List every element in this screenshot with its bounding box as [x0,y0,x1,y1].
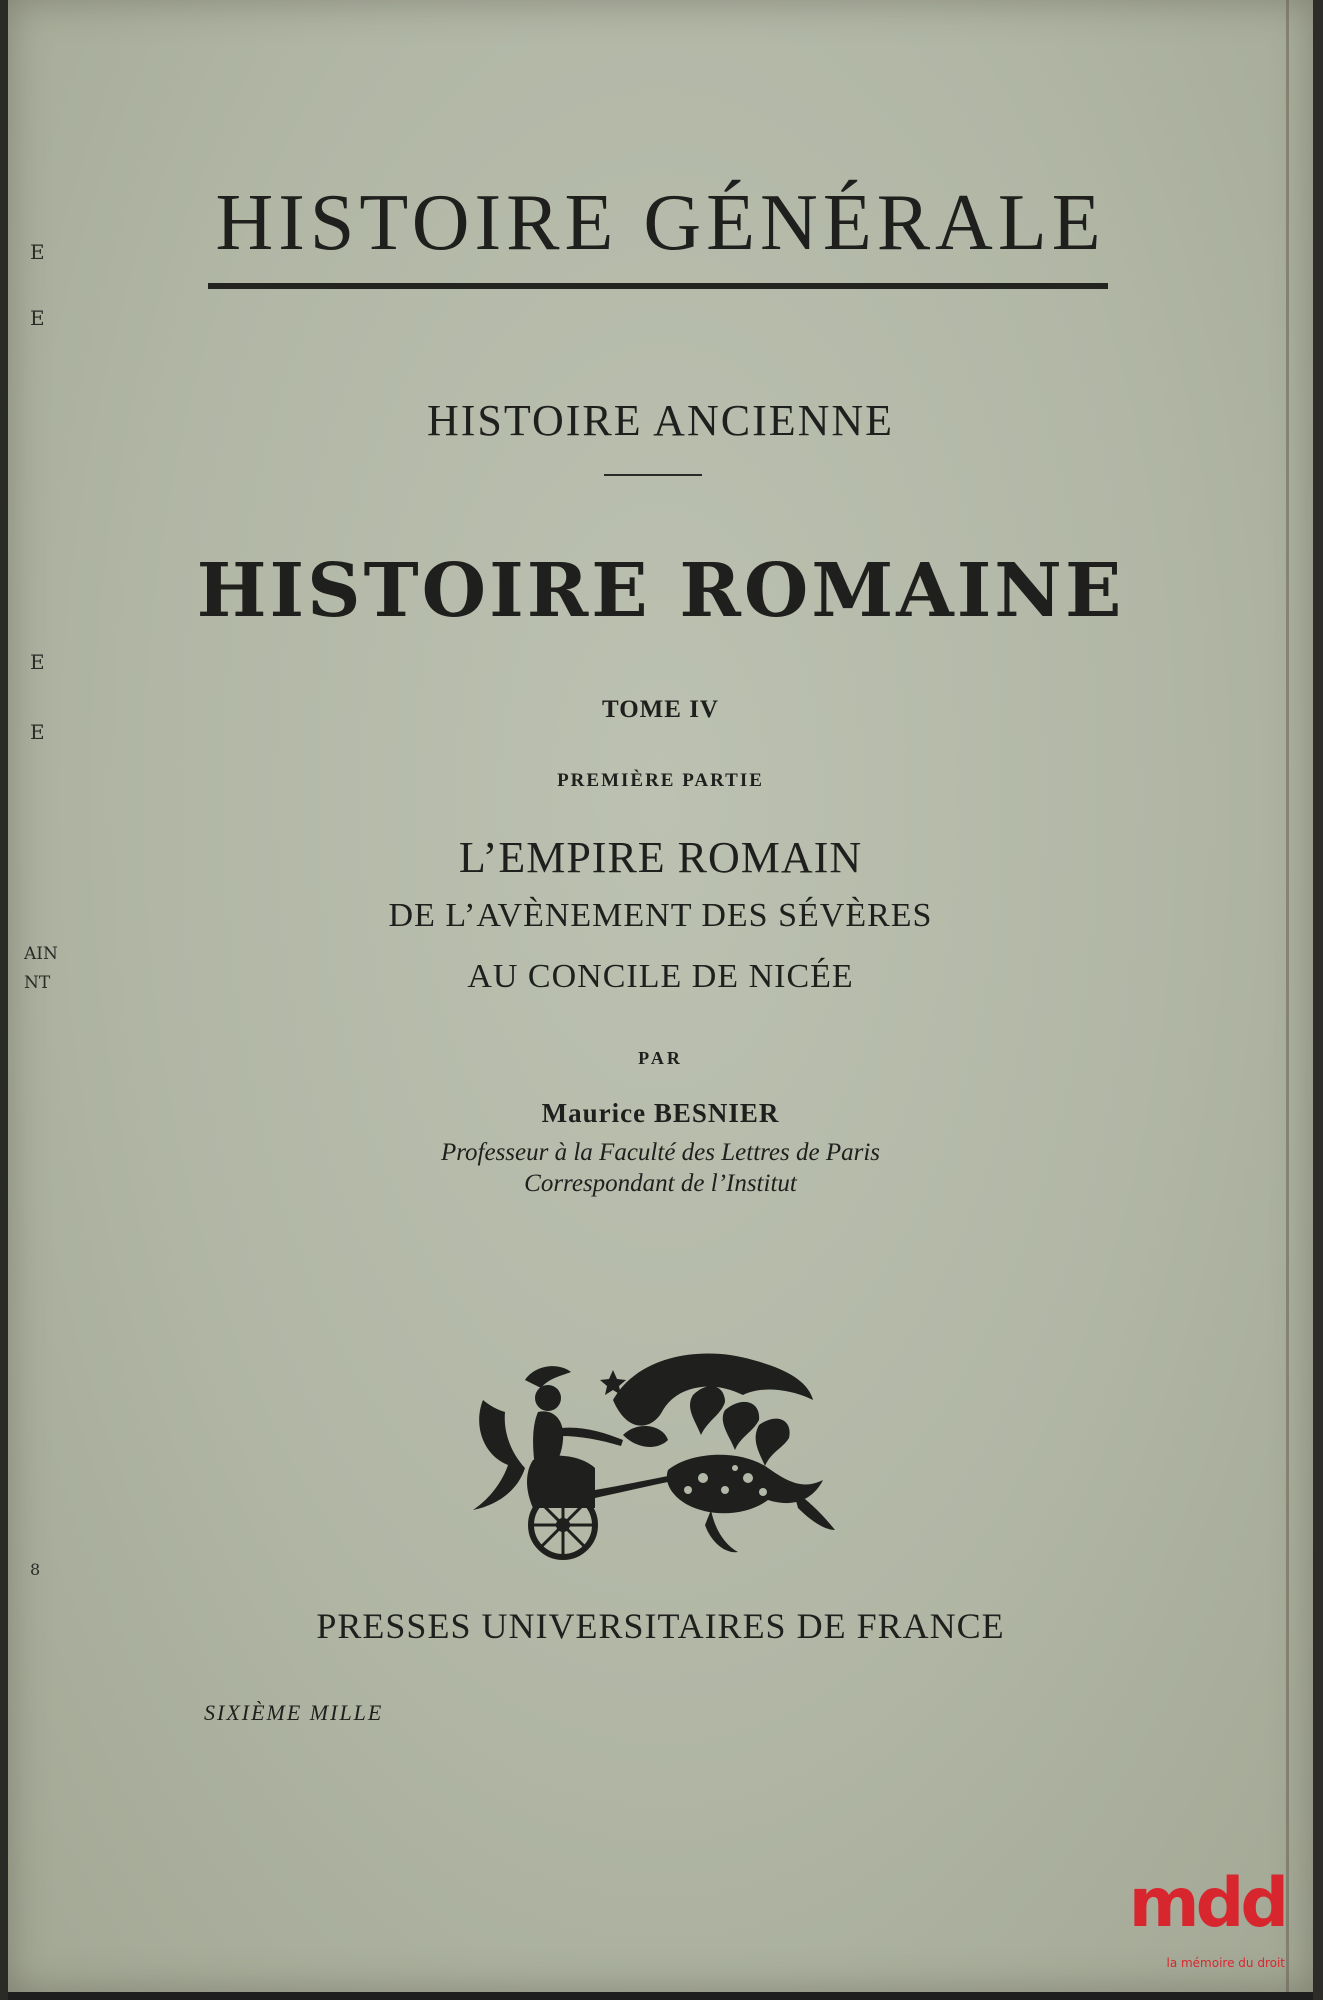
main-title: HISTOIRE ROMAINE [196,548,1125,634]
subtitle-line: L’EMPIRE ROMAIN [458,833,863,882]
publisher-name: PRESSES UNIVERSITAIRES DE FRANCE [316,1606,1005,1646]
author-name: Maurice BESNIER [541,1098,780,1128]
book-cover [8,0,1313,1992]
partie-label: PREMIÈRE PARTIE [557,770,764,791]
series-title-rule [208,283,1108,289]
watermark-mark: mdd [1128,1864,1285,1943]
section-title: HISTOIRE ANCIENNE [426,396,895,445]
spine-fragment: AIN [24,944,58,964]
spine-fragment: E [30,240,45,264]
author-affiliation: Correspondant de l’Institut [524,1170,797,1197]
subtitle-line: DE L’AVÈNEMENT DES SÉVÈRES [388,897,933,934]
par-label: PAR [638,1048,683,1068]
chariot-horses-emblem-icon [463,1340,853,1570]
watermark-logo [1128,1864,1285,1970]
spine-fragment: 8 [30,1560,41,1579]
watermark-tagline: la mémoire du droit [1166,1956,1285,1970]
spine-fragment: E [30,650,45,674]
spine-fragment: E [30,306,45,330]
right-edge [1313,0,1323,2000]
subtitle-line: AU CONCILE DE NICÉE [467,958,854,995]
edition-label: SIXIÈME MILLE [204,1700,384,1725]
author-affiliation: Professeur à la Faculté des Lettres de Paris [440,1139,881,1166]
cover-fold-line [1286,0,1289,1992]
spine-edge [0,0,8,2000]
series-title: HISTOIRE GÉNÉRALE [215,179,1106,267]
spine-fragment: NT [24,973,51,993]
spine-fragment: E [30,720,45,744]
section-rule [604,474,702,476]
tome-label: TOME IV [602,696,719,723]
